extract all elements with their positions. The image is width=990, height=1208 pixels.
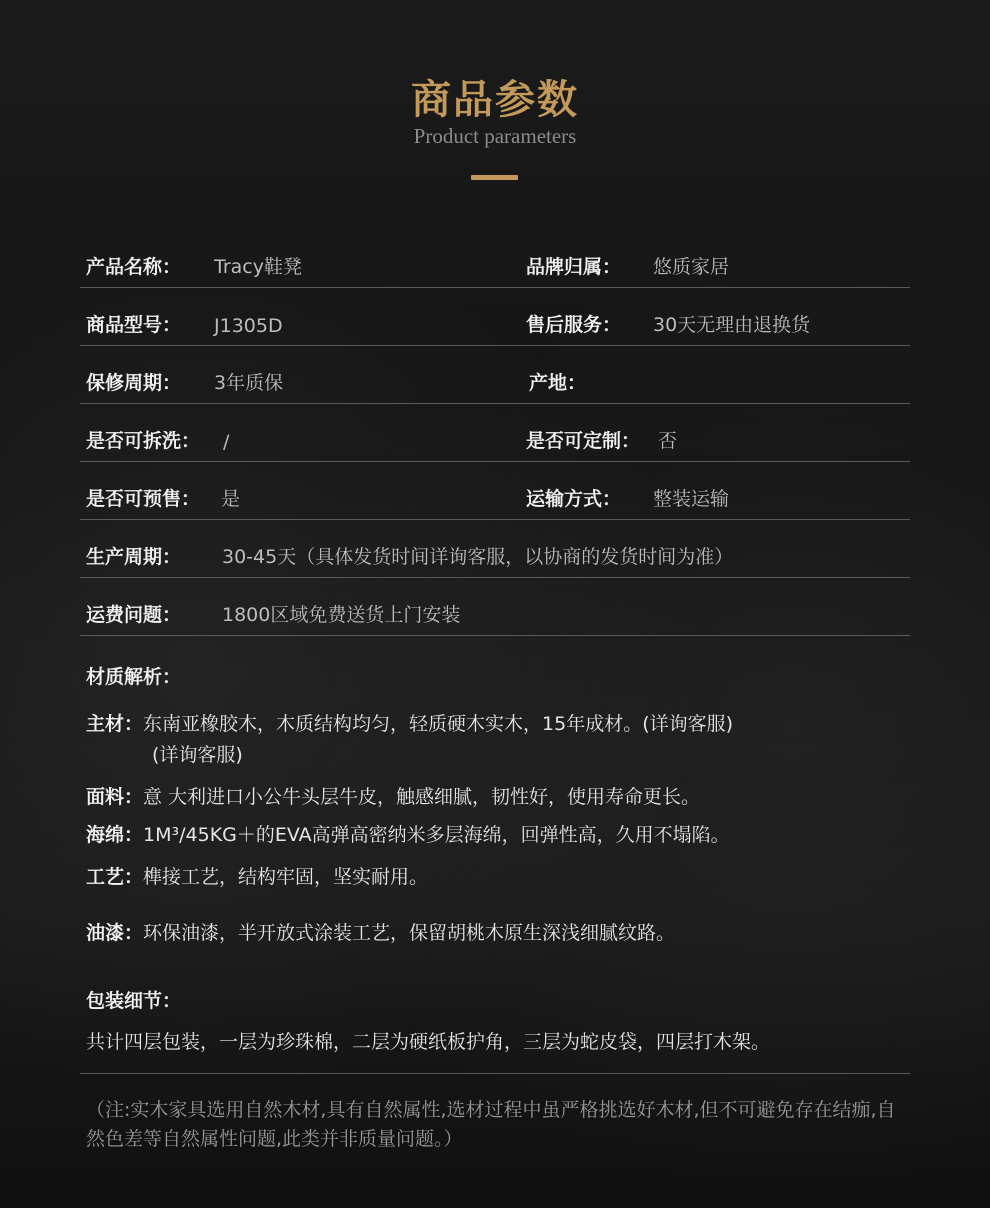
param-label: 是否可拆洗： [86, 430, 201, 452]
param-row [80, 346, 910, 404]
param-value: 30-45天（具体发货时间详询客服，以协商的发货时间为准） [222, 546, 734, 568]
param-label: 产品名称： [86, 256, 182, 278]
material-key: 面料： [86, 786, 144, 808]
material-key: 海绵： [86, 824, 144, 846]
param-value: Tracy鞋凳 [214, 256, 302, 278]
title-underline [471, 175, 518, 180]
param-label: 品牌归属： [526, 256, 622, 278]
material-value: 1M³/45KG＋的EVA高弹高密纳米多层海绵，回弹性高，久用不塌陷。 [143, 824, 730, 846]
param-label: 生产周期： [86, 546, 182, 568]
page-subtitle: Product parameters [413, 124, 577, 148]
material-item [86, 820, 906, 847]
material-value: 意 大利进口小公牛头层牛皮，触感细腻，韧性好，使用寿命更长。 [143, 786, 701, 808]
param-value: 整装运输 [653, 488, 730, 510]
param-row [80, 238, 910, 288]
material-item [86, 709, 906, 736]
param-value: 1800区域免费送货上门安装 [222, 604, 461, 626]
params-table [80, 238, 910, 636]
param-value: 3年质保 [214, 372, 284, 394]
param-row-wide [80, 578, 910, 636]
material-section-title: 材质解析： [86, 666, 182, 688]
packaging-section-title: 包装细节： [86, 990, 182, 1012]
param-label: 保修周期： [86, 372, 182, 394]
disclaimer-note: （注:实木家具选用自然木材,具有自然属性,选材过程中虽严格挑选好木材,但不可避免存在结痂,自然色差等自然属性问题,此类并非质量问题。） [86, 1099, 896, 1150]
param-row [80, 462, 910, 520]
param-value: 否 [658, 430, 678, 452]
material-value-line2: (详询客服) [152, 744, 243, 766]
material-item [86, 782, 906, 809]
material-item [86, 918, 906, 945]
material-item-continuation [152, 740, 972, 767]
material-key: 主材： [86, 713, 144, 735]
param-row [80, 404, 910, 462]
param-value: 30天无理由退换货 [653, 314, 811, 336]
packaging-text [86, 1027, 906, 1054]
param-row [80, 288, 910, 346]
param-row-wide [80, 520, 910, 578]
param-value: / [223, 431, 230, 453]
param-label: 运输方式： [526, 488, 622, 510]
param-label: 运费问题： [86, 604, 182, 626]
param-value: 是 [221, 488, 241, 510]
param-label: 是否可定制： [526, 430, 641, 452]
param-value: J1305D [214, 315, 283, 337]
packaging-value: 共计四层包装，一层为珍珠棉，二层为硬纸板护角，三层为蛇皮袋，四层打木架。 [86, 1031, 771, 1053]
material-value: 环保油漆，半开放式涂装工艺，保留胡桃木原生深浅细腻纹路。 [143, 922, 676, 944]
param-label: 是否可预售： [86, 488, 201, 510]
material-key: 油漆： [86, 922, 144, 944]
page-title: 商品参数 [411, 76, 579, 123]
divider [80, 1073, 910, 1074]
material-item [86, 862, 906, 889]
material-value: 东南亚橡胶木，木质结构均匀，轻质硬木实木，15年成材。(详询客服) [143, 713, 734, 735]
param-label: 产地： [529, 372, 587, 394]
param-label: 商品型号： [86, 314, 182, 336]
param-label: 售后服务： [526, 314, 622, 336]
material-value: 榫接工艺，结构牢固，坚实耐用。 [143, 866, 429, 888]
param-value: 悠质家居 [653, 256, 730, 278]
material-key: 工艺： [86, 866, 144, 888]
